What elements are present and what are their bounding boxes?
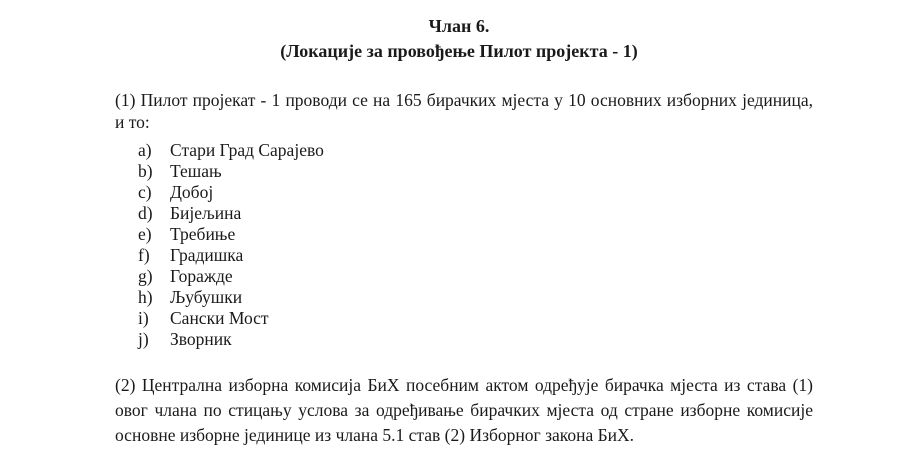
list-item-text: Горажде <box>170 266 233 286</box>
list-item <box>138 287 324 308</box>
list-item-marker: f) <box>138 245 150 265</box>
list-item <box>138 140 324 161</box>
list-item <box>138 224 324 245</box>
list-item <box>138 308 324 329</box>
list-item-text: Бијељина <box>170 203 242 223</box>
location-list <box>138 140 324 350</box>
list-item-marker: d) <box>138 203 153 223</box>
paragraph-1: (1) Пилот пројекат - 1 проводи се на 165 бирачких мјеста у 10 основних изборних јединица, и то: <box>115 90 813 132</box>
list-item-marker: g) <box>138 266 153 286</box>
paragraph-2: (2) Централна изборна комисија БиХ посебним актом одређује бирачка мјеста из става (1) овог члана по стицању услова за одређивање бирачких мјеста од стране изборне комисије основне изборне јединице из члана 5.1 став (2) Изборног закона БиХ. <box>115 375 813 445</box>
list-item-marker: e) <box>138 224 152 244</box>
list-item-marker: c) <box>138 182 152 202</box>
article-subtitle: (Локације за провођење Пилот пројекта - 1) <box>280 41 638 61</box>
article-title: Члан 6. <box>428 16 490 36</box>
list-item-text: Зворник <box>170 329 232 349</box>
list-item-text: Требиње <box>170 224 236 244</box>
list-item-marker: i) <box>138 308 149 328</box>
list-item-text: Тешањ <box>170 161 222 181</box>
list-item-text: Љубушки <box>170 287 243 307</box>
list-item <box>138 203 324 224</box>
list-item <box>138 266 324 287</box>
list-item-marker: h) <box>138 287 153 307</box>
list-item-marker: j) <box>138 329 149 349</box>
list-item-text: Градишка <box>170 245 244 265</box>
list-item-marker: a) <box>138 140 152 160</box>
list-item <box>138 161 324 182</box>
list-item-marker: b) <box>138 161 153 181</box>
list-item-text: Сански Мост <box>170 308 269 328</box>
list-item <box>138 329 324 350</box>
list-item <box>138 182 324 203</box>
list-item <box>138 245 324 266</box>
list-item-text: Стари Град Сарајево <box>170 140 324 160</box>
list-item-text: Добој <box>170 182 214 202</box>
